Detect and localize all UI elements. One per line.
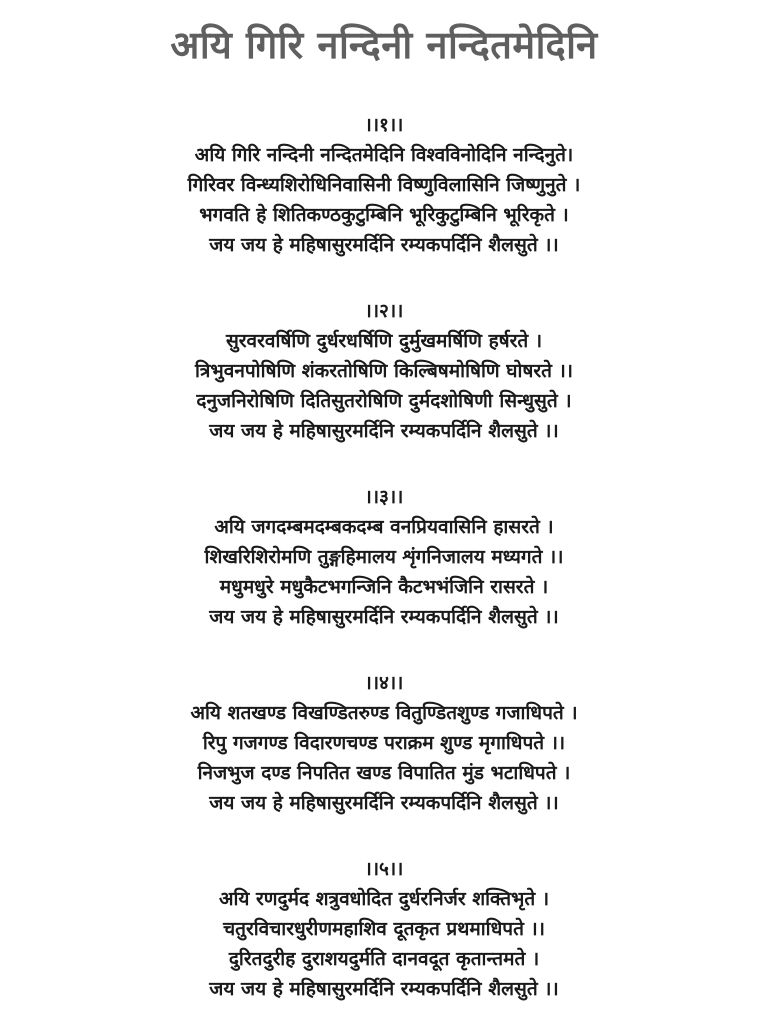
verse-2 — [0, 296, 768, 446]
verse-number: ।।१।। — [364, 114, 404, 136]
verse-5 — [0, 854, 768, 1004]
verse-3 — [0, 482, 768, 632]
verse-number: ।।४।। — [364, 672, 404, 694]
verse-line: अयि रणदुर्मद शत्रुवधोदित दुर्धरनिर्जर शक्तिभृते । — [218, 888, 550, 910]
verse-line: दनुजनिरोषिणि दितिसुतरोषिणि दुर्मदशोषिणी सिन्धुसुते । — [196, 390, 572, 412]
verse-line: अयि गिरि नन्दिनी नन्दितमेदिनि विश्वविनोदिनि नन्दिनुते। — [194, 144, 574, 166]
verse-number: ।।५।। — [364, 858, 404, 880]
verse-line: जय जय हे महिषासुरमर्दिनि रम्यकपर्दिनि शैलसुते ।। — [209, 606, 559, 628]
verse-line: जय जय हे महिषासुरमर्दिनि रम्यकपर्दिनि शैलसुते ।। — [209, 978, 559, 1000]
verse-line: गिरिवर विन्ध्यशिरोधिनिवासिनी विष्णुविलासिनि जिष्णुनुते । — [187, 174, 581, 196]
verse-4 — [0, 668, 768, 818]
verse-line: जय जय हे महिषासुरमर्दिनि रम्यकपर्दिनि शैलसुते ।। — [209, 792, 559, 814]
verse-number: ।।३।। — [364, 486, 404, 508]
verse-line: रिपु गजगण्ड विदारणचण्ड पराक्रम शुण्ड मृगाधिपते ।। — [202, 732, 566, 754]
verse-line: अयि जगदम्बमदम्बकदम्ब वनप्रियवासिनि हासरते । — [214, 516, 554, 538]
verse-line: त्रिभुवनपोषिणि शंकरतोषिणि किल्बिषमोषिणि घोषरते ।। — [194, 360, 574, 382]
verse-1 — [0, 110, 768, 260]
page-title: अयि गिरि नन्दिनी नन्दितमेदिनि — [170, 23, 598, 67]
verse-line: भगवति हे शितिकण्ठकुटुम्बिनि भूरिकुटुम्बिनि भूरिकृते । — [199, 204, 569, 226]
verse-line: चतुरविचारधुरीणमहाशिव दूतकृत प्रथमाधिपते ।। — [223, 918, 545, 940]
verse-line: शिखरिशिरोमणि तुङ्गहिमालय शृंगनिजालय मध्यगते ।। — [204, 546, 564, 568]
verse-line: निजभुज दण्ड निपतित खण्ड विपातित मुंड भटाधिपते । — [197, 762, 571, 784]
verse-line: मधुमधुरे मधुकैटभगन्जिनि कैटभभंजिनि रासरते । — [219, 576, 549, 598]
verse-number: ।।२।। — [364, 300, 404, 322]
verse-line: जय जय हे महिषासुरमर्दिनि रम्यकपर्दिनि शैलसुते ।। — [209, 234, 559, 256]
verse-line: दुरितदुरीह दुराशयदुर्मति दानवदूत कृतान्तमते । — [228, 948, 540, 970]
verse-line: सुरवरवर्षिणि दुर्धरधर्षिणि दुर्मुखमर्षिणि हर्षरते । — [225, 330, 543, 352]
verse-line: जय जय हे महिषासुरमर्दिनि रम्यकपर्दिनि शैलसुते ।। — [209, 420, 559, 442]
verse-line: अयि शतखण्ड विखण्डितरुण्ड वितुण्डितशुण्ड गजाधिपते । — [190, 702, 578, 724]
